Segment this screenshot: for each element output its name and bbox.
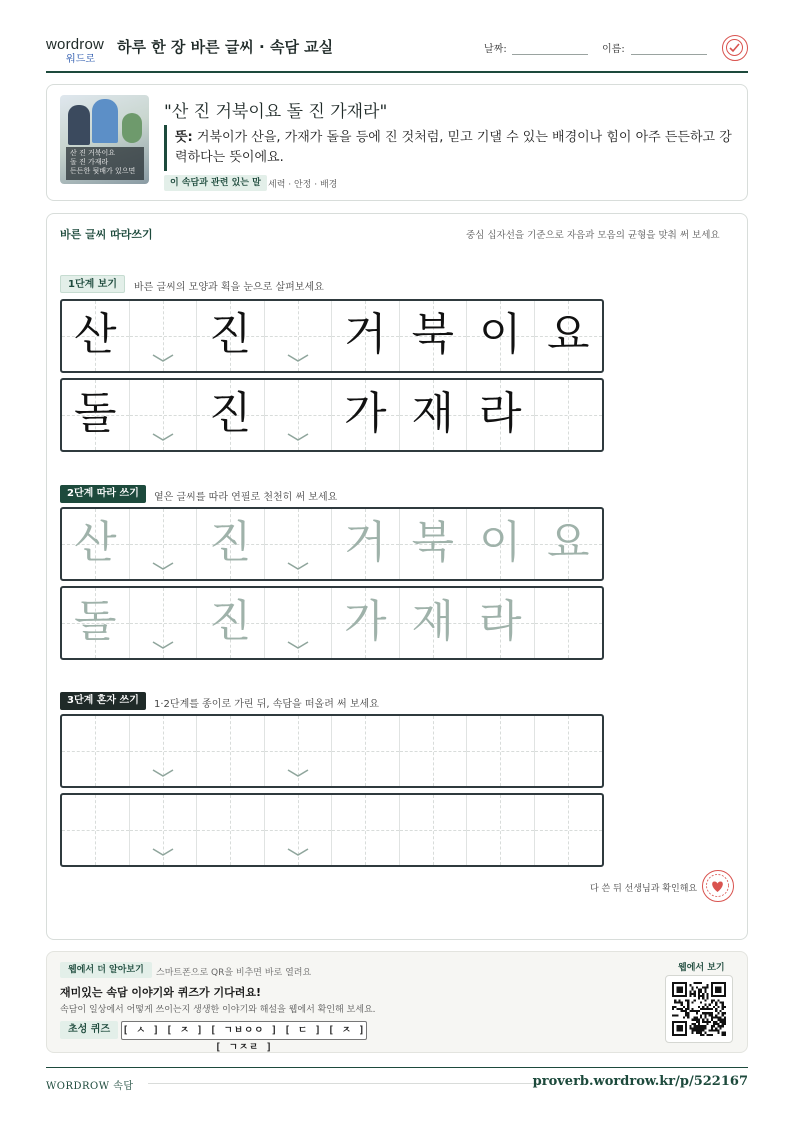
grid-cell[interactable] (467, 509, 535, 579)
proverb-illustration (60, 95, 149, 184)
grid-character: 가 (343, 388, 387, 439)
grid-cell (62, 301, 130, 371)
grid-character: 라 (478, 388, 522, 439)
grid-character: 이 (478, 309, 522, 360)
grid-character: 이 (478, 517, 522, 568)
grid-cell[interactable] (332, 795, 400, 865)
logo-text: wordrow (46, 36, 105, 53)
grid-cell (535, 380, 603, 450)
grid-cell[interactable] (535, 588, 603, 658)
promo-headline: 재미있는 속담 이야기와 퀴즈가 기다려요! (60, 986, 261, 999)
grid-cell (400, 380, 468, 450)
step1-row-2 (60, 378, 604, 452)
heart-stamp-icon (702, 870, 734, 902)
web-hint: 스마트폰으로 QR을 비추면 바로 열려요 (156, 968, 312, 978)
grid-character: 산 (73, 517, 117, 568)
step2-row-1[interactable] (60, 507, 604, 581)
footer-url-link[interactable]: proverb.wordrow.kr/p/522167 (532, 1074, 748, 1089)
name-label: 이름: (602, 44, 625, 55)
grid-cell (62, 380, 130, 450)
footer-brand: WORDROW 속담 (46, 1081, 134, 1092)
related-words: 세력 · 안정 · 배경 (268, 180, 338, 190)
date-field[interactable] (512, 54, 588, 55)
grid-character: 돌 (73, 388, 117, 439)
grid-character: 진 (208, 596, 252, 647)
step3-badge: 3단계 혼자 쓰기 (60, 692, 146, 710)
space-mark-icon (152, 768, 174, 778)
grid-character: 북 (411, 517, 454, 568)
grid-character: 요 (546, 517, 590, 568)
grid-cell[interactable] (197, 716, 265, 786)
grid-cell (197, 301, 265, 371)
grid-cell[interactable] (62, 588, 130, 658)
step3-row-1[interactable] (60, 714, 604, 788)
grid-cell (400, 301, 468, 371)
grid-cell (535, 301, 603, 371)
space-mark-icon (152, 432, 174, 442)
grid-cell[interactable] (400, 588, 468, 658)
meaning-accent-bar (164, 125, 167, 171)
grid-cell[interactable] (130, 588, 198, 658)
header-divider (46, 71, 748, 73)
page-title: 하루 한 장 바른 글씨 · 속담 교실 (117, 38, 334, 56)
grid-cell (332, 380, 400, 450)
step2-row-2[interactable] (60, 586, 604, 660)
grid-character: 재 (411, 596, 454, 647)
qr-code-icon (672, 982, 726, 1036)
step1-desc: 바른 글씨의 모양과 획을 눈으로 살펴보세요 (134, 282, 324, 293)
grid-cell[interactable] (400, 509, 468, 579)
wordrow-logo (46, 36, 110, 65)
grid-cell (130, 301, 198, 371)
proverb-title: "산 진 거북이요 돌 진 가재라" (164, 102, 388, 122)
grid-cell[interactable] (332, 509, 400, 579)
date-label: 날짜: (484, 44, 507, 55)
grid-character: 요 (546, 309, 590, 360)
grid-cell[interactable] (265, 588, 333, 658)
space-mark-icon (287, 640, 309, 650)
grid-cell[interactable] (467, 795, 535, 865)
grid-cell (467, 380, 535, 450)
step2-desc: 옅은 글씨를 따라 연필로 천천히 써 보세요 (154, 492, 338, 503)
quiz-hint-box: [ ㅅ ] [ ㅈ ] [ ㄱㅂㅇㅇ ] [ ㄷ ] [ ㅈ ] [ ㄱㅈㄹ ] (121, 1021, 367, 1040)
grid-character: 거 (343, 517, 387, 568)
grid-cell (332, 301, 400, 371)
grid-cell (197, 380, 265, 450)
grid-character: 가 (343, 596, 387, 647)
grid-cell[interactable] (332, 588, 400, 658)
grid-cell[interactable] (130, 716, 198, 786)
space-mark-icon (287, 847, 309, 857)
grid-character: 진 (208, 309, 252, 360)
grid-cell[interactable] (197, 795, 265, 865)
proverb-meaning (175, 128, 735, 168)
grid-cell[interactable] (400, 795, 468, 865)
grid-cell[interactable] (265, 716, 333, 786)
grid-character: 돌 (73, 596, 117, 647)
grid-character: 재 (411, 388, 454, 439)
space-mark-icon (287, 353, 309, 363)
name-field[interactable] (631, 54, 707, 55)
qr-code-link[interactable] (665, 975, 733, 1043)
related-words-tag: 이 속담과 관련 있는 말 (164, 175, 267, 191)
step3-desc: 1·2단계를 종이로 가린 뒤, 속담을 떠올려 써 보세요 (154, 699, 379, 710)
quiz-label: 초성 퀴즈 (60, 1021, 118, 1039)
grid-cell[interactable] (467, 588, 535, 658)
grid-cell (130, 380, 198, 450)
grid-cell[interactable] (197, 588, 265, 658)
illustration-caption: 산 진 거북이요 돌 진 가재라 든든한 뒷배가 있으면 (66, 147, 144, 180)
grid-cell[interactable] (535, 716, 603, 786)
web-more-tag: 웹에서 더 알아보기 (60, 962, 152, 978)
space-mark-icon (152, 640, 174, 650)
grid-character: 라 (478, 596, 522, 647)
grid-cell[interactable] (197, 509, 265, 579)
grid-cell[interactable] (467, 716, 535, 786)
grid-character: 진 (208, 517, 252, 568)
space-mark-icon (152, 847, 174, 857)
grid-cell[interactable] (265, 795, 333, 865)
grid-cell[interactable] (332, 716, 400, 786)
grid-cell[interactable] (535, 509, 603, 579)
grid-character: 진 (208, 388, 252, 439)
meaning-text: 거북이가 산을, 가재가 돌을 등에 진 것처럼, 믿고 기댈 수 있는 배경이나 힘이 아주 든든하고 강력하다는 뜻이에요. (175, 130, 732, 165)
space-mark-icon (287, 768, 309, 778)
practice-hint: 중심 십자선을 기준으로 자음과 모음의 균형을 맞춰 써 보세요 (466, 230, 720, 241)
promo-description: 속담이 일상에서 어떻게 쓰이는지 생생한 이야기와 해설을 웹에서 확인해 보세요. (60, 1005, 376, 1015)
check-stamp-icon (722, 35, 748, 61)
footer-divider (46, 1067, 748, 1068)
logo-subtext: 워드로 (66, 54, 95, 65)
grid-cell[interactable] (62, 509, 130, 579)
footer-line (148, 1083, 546, 1084)
space-mark-icon (152, 353, 174, 363)
step2-badge: 2단계 따라 쓰기 (60, 485, 146, 503)
grid-character: 산 (73, 309, 117, 360)
grid-character: 거 (343, 309, 387, 360)
space-mark-icon (287, 561, 309, 571)
grid-cell[interactable] (62, 795, 130, 865)
qr-label: 웹에서 보기 (678, 963, 725, 973)
meaning-label: 뜻: (175, 130, 193, 145)
grid-cell[interactable] (400, 716, 468, 786)
grid-cell[interactable] (265, 509, 333, 579)
teacher-check-text: 다 쓴 뒤 선생님과 확인해요 (590, 884, 698, 894)
grid-cell[interactable] (535, 795, 603, 865)
practice-title: 바른 글씨 따라쓰기 (60, 228, 153, 241)
grid-cell[interactable] (130, 509, 198, 579)
grid-cell (467, 301, 535, 371)
step3-row-2[interactable] (60, 793, 604, 867)
step1-row-1 (60, 299, 604, 373)
space-mark-icon (287, 432, 309, 442)
grid-cell[interactable] (130, 795, 198, 865)
grid-character: 북 (411, 309, 454, 360)
grid-cell (265, 301, 333, 371)
grid-cell[interactable] (62, 716, 130, 786)
step1-badge: 1단계 보기 (60, 275, 125, 293)
grid-cell (265, 380, 333, 450)
space-mark-icon (152, 561, 174, 571)
